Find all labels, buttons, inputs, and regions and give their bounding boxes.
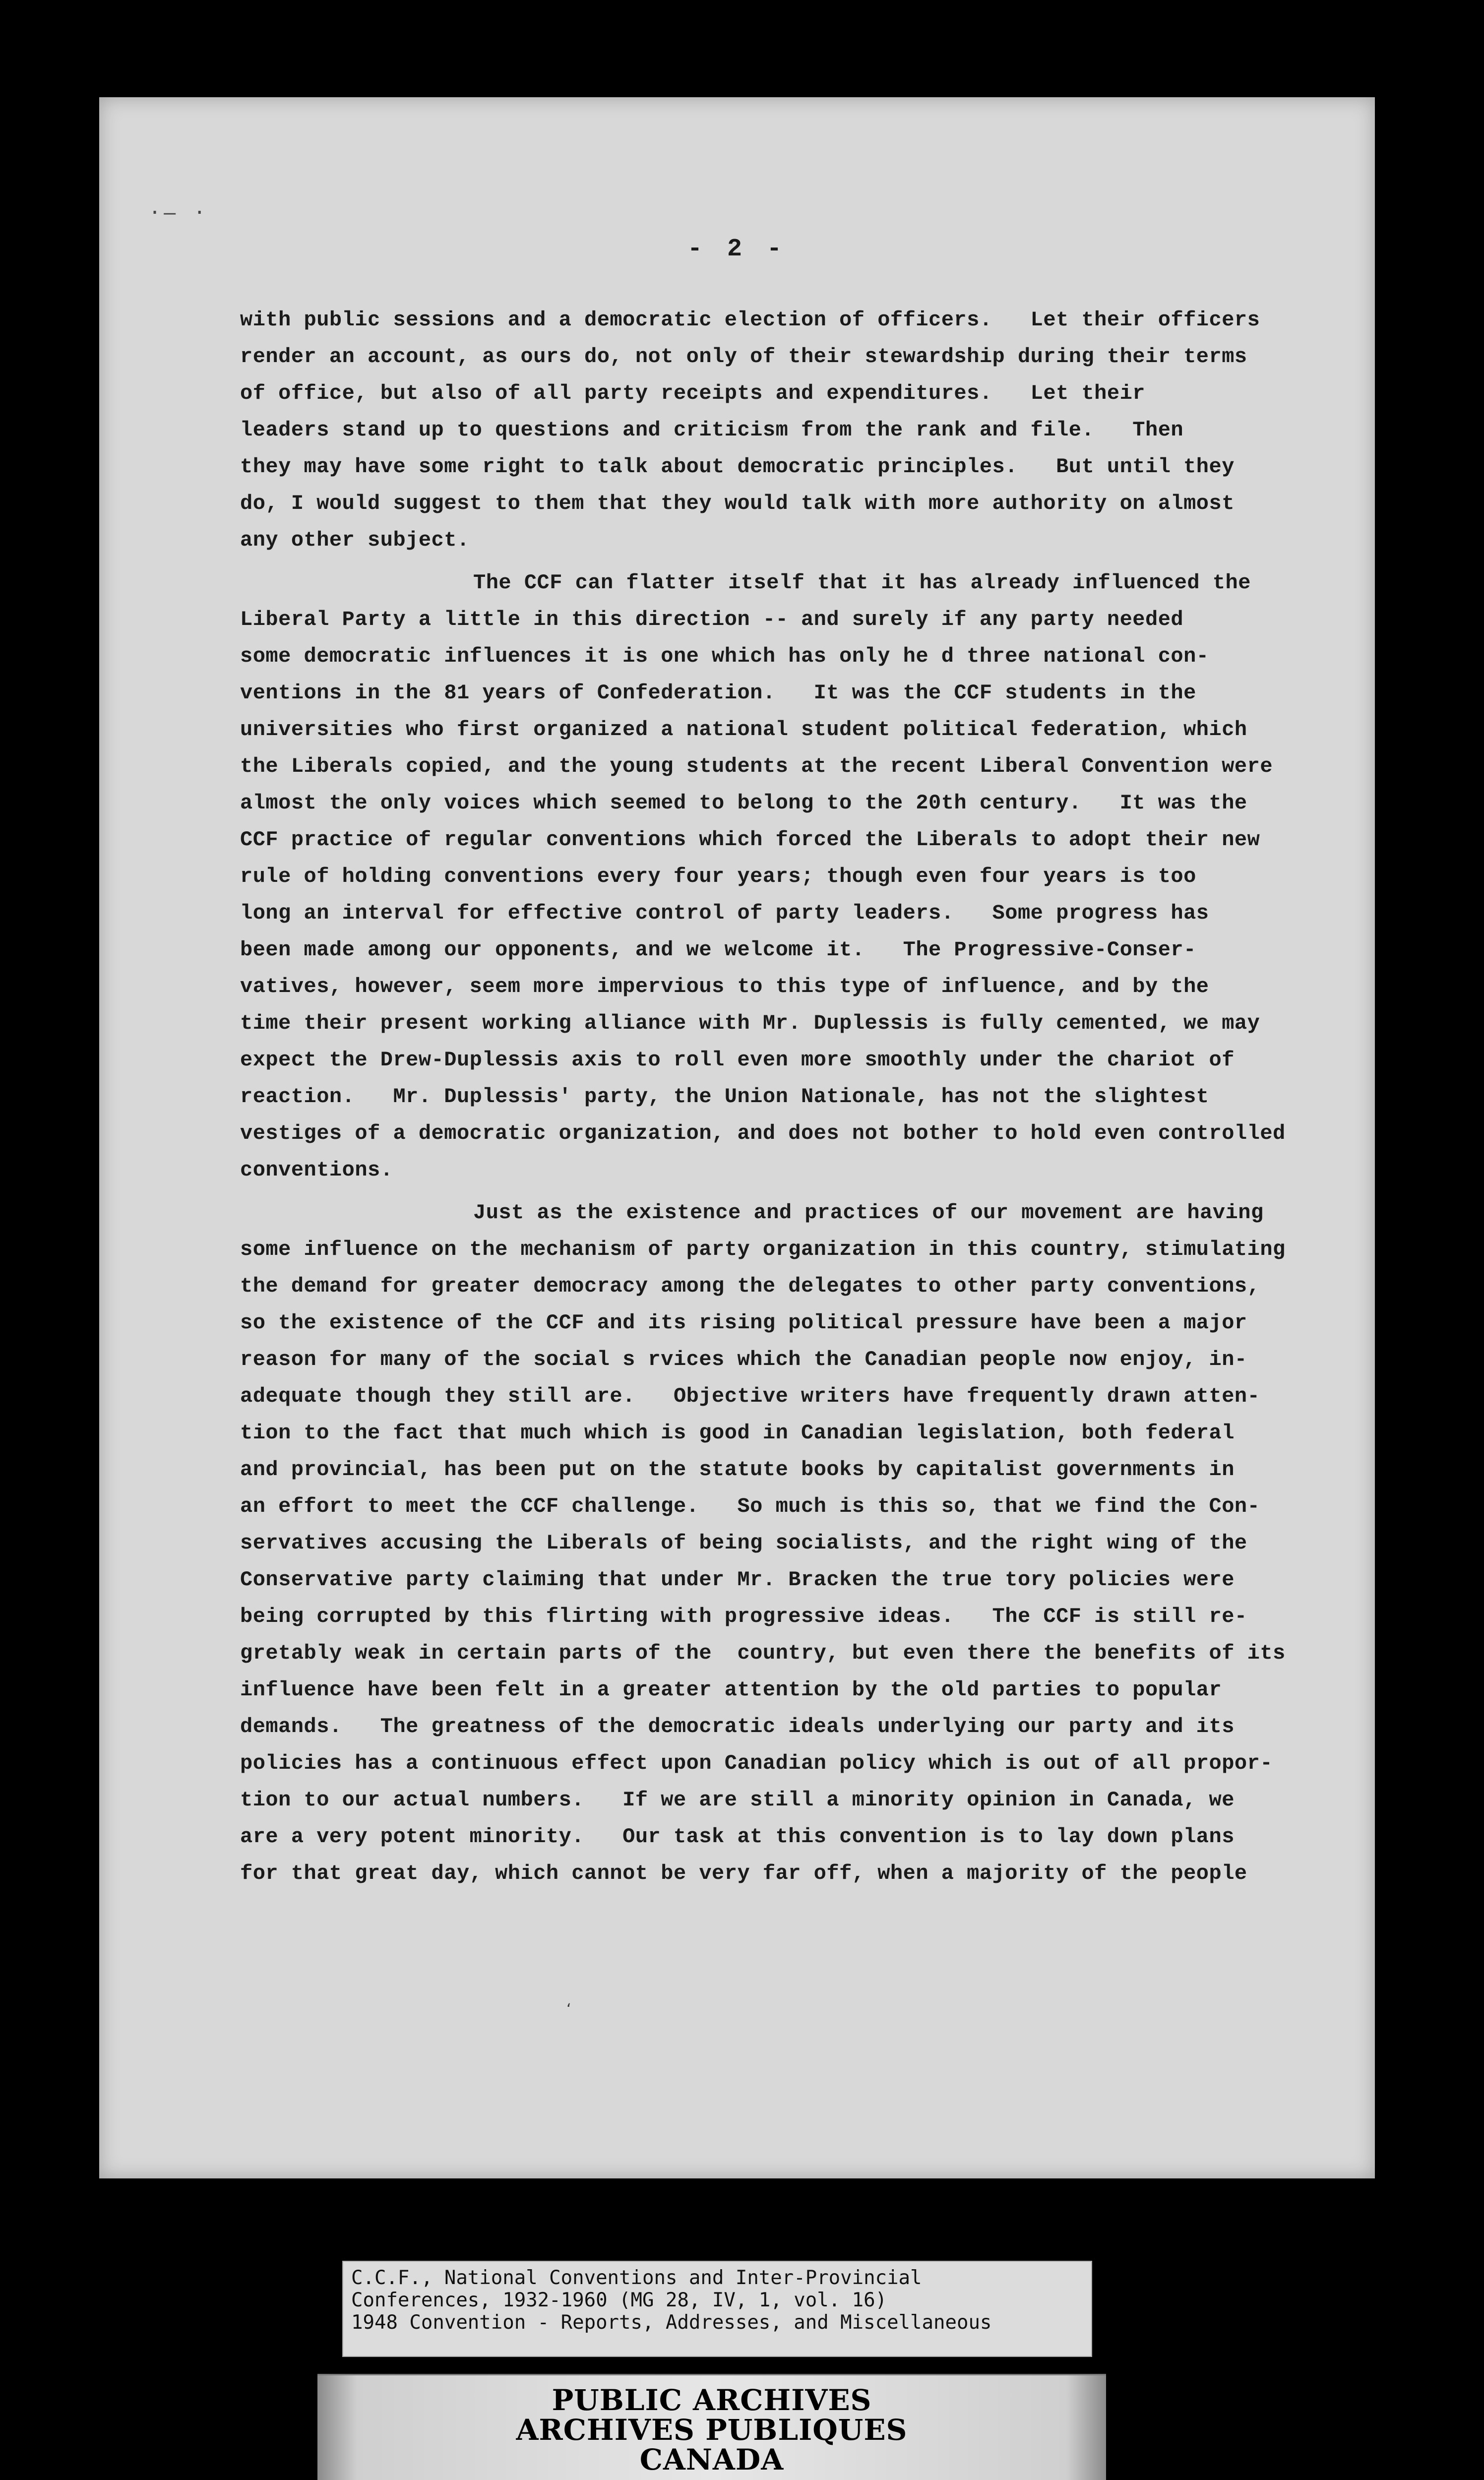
text-line: so the existence of the CCF and its rising political pressure have been a major: [240, 1311, 1247, 1335]
text-line: expect the Drew-Duplessis axis to roll even more smoothly under the chariot of: [240, 1048, 1235, 1072]
text-line: Just as the existence and practices of our movement are having: [473, 1201, 1264, 1225]
text-line: almost the only voices which seemed to belong to the 20th century. It was the: [240, 791, 1247, 815]
text-line: are a very potent minority. Our task at this convention is to lay down plans: [240, 1825, 1235, 1849]
text-line: with public sessions and a democratic election of officers. Let their officers: [240, 308, 1260, 332]
paragraph: [240, 302, 1282, 558]
text-line: leaders stand up to questions and criticism from the rank and file. Then: [240, 418, 1184, 442]
text-line: universities who first organized a national student political federation, which: [240, 718, 1247, 742]
text-line: tion to our actual numbers. If we are still a minority opinion in Canada, we: [240, 1788, 1235, 1812]
paragraph-gap: [240, 558, 1282, 564]
document-page: [99, 97, 1375, 2178]
text-line: reason for many of the social s rvices which the Canadian people now enjoy, in-: [240, 1348, 1247, 1371]
label-line: C.C.F., National Conventions and Inter-Provincial: [351, 2267, 922, 2289]
label-line: 1948 Convention - Reports, Addresses, and Miscellaneous: [351, 2311, 992, 2334]
archive-reference-label: [342, 2261, 1092, 2357]
text-line: any other subject.: [240, 528, 470, 552]
text-line: The CCF can flatter itself that it has already influenced the: [473, 571, 1251, 595]
text-line: CCF practice of regular conventions which forced the Liberals to adopt their new: [240, 828, 1260, 852]
label-line: Conferences, 1932-1960 (MG 28, IV, 1, vol. 16): [351, 2289, 887, 2311]
stamp-line: ARCHIVES PUBLIQUES: [516, 2413, 908, 2447]
text-line: Conservative party claiming that under Mr. Bracken the true tory policies were: [240, 1568, 1235, 1592]
archives-stamp: [317, 2374, 1106, 2480]
text-line: some influence on the mechanism of party organization in this country, stimulating: [240, 1238, 1286, 1261]
text-line: of office, but also of all party receipts and expenditures. Let their: [240, 381, 1145, 405]
body-text: [240, 302, 1286, 1892]
text-line: some democratic influences it is one which has only he d three national con-: [240, 644, 1209, 668]
text-line: policies has a continuous effect upon Canadian policy which is out of all propor-: [240, 1751, 1273, 1775]
text-line: time their present working alliance with Mr. Duplessis is fully cemented, we may: [240, 1011, 1260, 1035]
paragraph: [240, 564, 1286, 1188]
text-line: and provincial, has been put on the statute books by capitalist governments in: [240, 1458, 1235, 1482]
text-line: demands. The greatness of the democratic ideals underlying our party and its: [240, 1715, 1235, 1738]
text-line: ventions in the 81 years of Confederation. It was the CCF students in the: [240, 681, 1196, 705]
text-line: Liberal Party a little in this direction -- and surely if any party needed: [240, 608, 1184, 631]
text-line: they may have some right to talk about democratic principles. But until they: [240, 455, 1235, 479]
text-line: conventions.: [240, 1158, 393, 1182]
text-line: the Liberals copied, and the young students at the recent Liberal Convention were: [240, 754, 1273, 778]
stamp-line: CANADA: [639, 2443, 784, 2477]
text-line: influence have been felt in a greater attention by the old parties to popular: [240, 1678, 1222, 1702]
text-line: been made among our opponents, and we welcome it. The Progressive-Conser-: [240, 938, 1196, 962]
text-line: being corrupted by this flirting with progressive ideas. The CCF is still re-: [240, 1605, 1247, 1628]
text-line: reaction. Mr. Duplessis' party, the Union Nationale, has not the slightest: [240, 1085, 1209, 1109]
stray-mark: ʻ: [566, 2001, 571, 2018]
text-line: render an account, as ours do, not only of their stewardship during their terms: [240, 345, 1247, 369]
text-line: tion to the fact that much which is good in Canadian legislation, both federal: [240, 1421, 1235, 1445]
paragraph-gap: [240, 1188, 1282, 1194]
text-line: servatives accusing the Liberals of being socialists, and the right wing of the: [240, 1531, 1247, 1555]
text-line: vestiges of a democratic organization, and does not bother to hold even controlled: [240, 1121, 1286, 1145]
paragraph: [240, 1194, 1286, 1892]
text-line: do, I would suggest to them that they would talk with more authority on almost: [240, 492, 1235, 515]
stamp-line: PUBLIC ARCHIVES: [552, 2383, 872, 2417]
page-number: - 2 -: [687, 235, 787, 263]
margin-marks: ·— ·: [149, 201, 209, 224]
text-line: for that great day, which cannot be very far off, when a majority of the people: [240, 1861, 1247, 1885]
text-line: long an interval for effective control of party leaders. Some progress has: [240, 901, 1209, 925]
text-line: rule of holding conventions every four years; though even four years is too: [240, 865, 1196, 888]
text-line: adequate though they still are. Objective writers have frequently drawn atten-: [240, 1384, 1260, 1408]
text-line: the demand for greater democracy among the delegates to other party conventions,: [240, 1274, 1260, 1298]
text-line: vatives, however, seem more impervious to this type of influence, and by the: [240, 975, 1209, 998]
text-line: an effort to meet the CCF challenge. So much is this so, that we find the Con-: [240, 1494, 1260, 1518]
text-line: gretably weak in certain parts of the country, but even there the benefits of its: [240, 1641, 1286, 1665]
